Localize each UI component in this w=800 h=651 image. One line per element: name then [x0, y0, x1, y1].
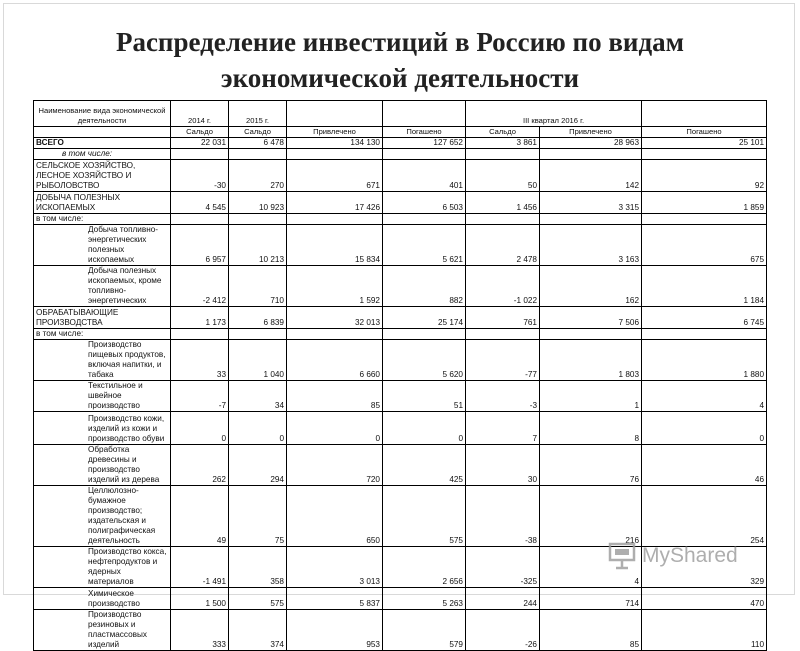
header-row-years	[34, 101, 767, 127]
table-cell	[642, 214, 767, 225]
table-cell: 4	[540, 547, 642, 588]
table-cell: 1 859	[642, 192, 767, 214]
table-cell	[540, 214, 642, 225]
table-cell: 2 656	[383, 547, 466, 588]
table-cell: 28 963	[540, 138, 642, 149]
table-cell: 1 173	[171, 307, 229, 329]
table-cell: 4 545	[171, 192, 229, 214]
table-row	[34, 340, 767, 381]
table-cell: 15 834	[287, 225, 383, 266]
table-cell: 7	[466, 412, 540, 445]
row-label: Производство резиновых и пластмассовых изделий	[34, 610, 171, 651]
table-cell: 3 861	[466, 138, 540, 149]
table-cell: 10 213	[229, 225, 287, 266]
table-cell: 0	[383, 412, 466, 445]
header-empty	[383, 101, 466, 127]
table-row	[34, 160, 767, 192]
table-cell: 1 592	[287, 266, 383, 307]
table-cell: 3 013	[287, 547, 383, 588]
table-cell: 761	[466, 307, 540, 329]
subheader-cell: Погашено	[642, 127, 767, 138]
row-label: ДОБЫЧА ПОЛЕЗНЫХ ИСКОПАЕМЫХ	[34, 192, 171, 214]
table-cell	[229, 149, 287, 160]
table-row	[34, 266, 767, 307]
table-cell: 270	[229, 160, 287, 192]
table-cell: 1 500	[171, 588, 229, 610]
table-cell	[287, 329, 383, 340]
row-label: Обработка древесины и производство изделий из дерева	[34, 445, 171, 486]
table-cell: 50	[466, 160, 540, 192]
table-cell: 85	[540, 610, 642, 651]
table-cell: 92	[642, 160, 767, 192]
table-cell: 262	[171, 445, 229, 486]
table-cell: 5 837	[287, 588, 383, 610]
table-cell: 2 478	[466, 225, 540, 266]
watermark-text: MyShared	[642, 544, 738, 567]
table-cell: -7	[171, 381, 229, 412]
table-cell: 127 652	[383, 138, 466, 149]
table-cell: 882	[383, 266, 466, 307]
table-cell: 0	[171, 412, 229, 445]
table-row	[34, 192, 767, 214]
table-cell: 0	[287, 412, 383, 445]
table-cell: 0	[229, 412, 287, 445]
table-cell: 671	[287, 160, 383, 192]
table-cell: 470	[642, 588, 767, 610]
table-cell: 46	[642, 445, 767, 486]
table-cell	[383, 329, 466, 340]
table-cell: 374	[229, 610, 287, 651]
table-row	[34, 445, 767, 486]
table-cell: 75	[229, 486, 287, 547]
table-cell: 6 660	[287, 340, 383, 381]
table-cell: 32 013	[287, 307, 383, 329]
table-cell: 8	[540, 412, 642, 445]
table-cell: -38	[466, 486, 540, 547]
header-q3-2016: III квартал 2016 г.	[466, 101, 642, 127]
table-row	[34, 329, 767, 340]
table-cell: 134 130	[287, 138, 383, 149]
table-row	[34, 588, 767, 610]
row-label: Производство кокса, нефтепродуктов и ядерных материалов	[34, 547, 171, 588]
table-row	[34, 307, 767, 329]
table-cell: 244	[466, 588, 540, 610]
table-cell	[383, 149, 466, 160]
table-cell: -77	[466, 340, 540, 381]
table-cell: 953	[287, 610, 383, 651]
table-cell: 7 506	[540, 307, 642, 329]
table-cell: 49	[171, 486, 229, 547]
table-cell: 254	[642, 486, 767, 547]
table-cell	[171, 329, 229, 340]
table-cell: 76	[540, 445, 642, 486]
table-cell: 575	[229, 588, 287, 610]
row-label: Производство кожи, изделий из кожи и производство обуви	[34, 412, 171, 445]
row-label: ВСЕГО	[34, 138, 171, 149]
table-cell: 10 923	[229, 192, 287, 214]
table-cell	[466, 329, 540, 340]
table-cell	[540, 329, 642, 340]
subheader-cell: Сальдо	[466, 127, 540, 138]
table-cell: 22 031	[171, 138, 229, 149]
table-cell	[171, 214, 229, 225]
table-cell: 17 426	[287, 192, 383, 214]
row-label: Добыча полезных ископаемых, кроме топливно-энергетических	[34, 266, 171, 307]
table-cell: 720	[287, 445, 383, 486]
table-cell: 401	[383, 160, 466, 192]
table-cell: 6 478	[229, 138, 287, 149]
table-row	[34, 149, 767, 160]
table-cell: 1 456	[466, 192, 540, 214]
table-cell: 3 163	[540, 225, 642, 266]
row-label: Химическое производство	[34, 588, 171, 610]
table-cell: 575	[383, 486, 466, 547]
row-label: в том числе:	[34, 149, 171, 160]
table-cell: 6 745	[642, 307, 767, 329]
table-cell: 4	[642, 381, 767, 412]
table-cell: 1 040	[229, 340, 287, 381]
table-cell: 358	[229, 547, 287, 588]
table-cell: 3 315	[540, 192, 642, 214]
table-cell: 25 101	[642, 138, 767, 149]
table-cell: 1 803	[540, 340, 642, 381]
table-cell: -3	[466, 381, 540, 412]
table-cell: 6 503	[383, 192, 466, 214]
row-label: Добыча топливно-энергетических полезных ископаемых	[34, 225, 171, 266]
table-cell: -26	[466, 610, 540, 651]
table-cell: 25 174	[383, 307, 466, 329]
subheader-cell: Привлечено	[540, 127, 642, 138]
row-label: Целлюлозно-бумажное производство; издательская и полиграфическая деятельность	[34, 486, 171, 547]
table-row	[34, 214, 767, 225]
row-label: в том числе:	[34, 329, 171, 340]
table-cell	[642, 329, 767, 340]
table-cell: 85	[287, 381, 383, 412]
table-cell	[466, 149, 540, 160]
table-cell	[229, 214, 287, 225]
slide-title	[40, 24, 760, 96]
header-activity-name: Наименование вида экономической деятельности	[34, 101, 171, 127]
table-cell: 51	[383, 381, 466, 412]
table-cell: 5 620	[383, 340, 466, 381]
table-cell	[287, 149, 383, 160]
table-cell: 1 184	[642, 266, 767, 307]
table-cell: 425	[383, 445, 466, 486]
title-line-1: Распределение инвестиций в Россию по видам	[115, 27, 685, 57]
table-cell: -325	[466, 547, 540, 588]
table-cell: 333	[171, 610, 229, 651]
table-row	[34, 381, 767, 412]
header-empty	[34, 127, 171, 138]
table-cell	[466, 214, 540, 225]
table-row	[34, 225, 767, 266]
table-cell: 5 263	[383, 588, 466, 610]
table-cell: 1	[540, 381, 642, 412]
table-row	[34, 138, 767, 149]
table-cell: -1 022	[466, 266, 540, 307]
table-cell: 110	[642, 610, 767, 651]
table-cell: 714	[540, 588, 642, 610]
row-label: СЕЛЬСКОЕ ХОЗЯЙСТВО, ЛЕСНОЕ ХОЗЯЙСТВО И РЫБОЛОВСТВО	[34, 160, 171, 192]
header-2015: 2015 г.	[229, 101, 287, 127]
table-cell	[642, 149, 767, 160]
table-cell: 650	[287, 486, 383, 547]
table-cell: 579	[383, 610, 466, 651]
table-cell: 675	[642, 225, 767, 266]
subheader-cell: Погашено	[383, 127, 466, 138]
header-row-sub	[34, 127, 767, 138]
table-cell	[171, 149, 229, 160]
table-cell: 162	[540, 266, 642, 307]
table-cell: -30	[171, 160, 229, 192]
table-cell: -2 412	[171, 266, 229, 307]
table-cell: 30	[466, 445, 540, 486]
subheader-cell: Сальдо	[171, 127, 229, 138]
table-cell: 710	[229, 266, 287, 307]
table-cell: 142	[540, 160, 642, 192]
table-cell: 216	[540, 486, 642, 547]
table-cell: 6 839	[229, 307, 287, 329]
watermark	[607, 536, 792, 576]
table-cell: 6 957	[171, 225, 229, 266]
header-empty	[287, 101, 383, 127]
table-cell	[229, 329, 287, 340]
table-cell	[540, 149, 642, 160]
presentation-board-icon	[607, 541, 637, 571]
row-label: Текстильное и швейное производство	[34, 381, 171, 412]
table-cell	[383, 214, 466, 225]
subheader-cell: Привлечено	[287, 127, 383, 138]
table-cell	[287, 214, 383, 225]
table-cell: 0	[642, 412, 767, 445]
row-label: в том числе:	[34, 214, 171, 225]
row-label: ОБРАБАТЫВАЮЩИЕ ПРОИЗВОДСТВА	[34, 307, 171, 329]
table-row	[34, 412, 767, 445]
table-cell: -1 491	[171, 547, 229, 588]
row-label: Производство пищевых продуктов, включая напитки, и табака	[34, 340, 171, 381]
table-cell: 34	[229, 381, 287, 412]
table-row	[34, 610, 767, 651]
table-cell: 33	[171, 340, 229, 381]
subheader-cell: Сальдо	[229, 127, 287, 138]
table-cell: 5 621	[383, 225, 466, 266]
table-cell: 1 880	[642, 340, 767, 381]
header-empty	[642, 101, 767, 127]
title-line-2: экономической деятельности	[220, 63, 580, 93]
table-cell: 294	[229, 445, 287, 486]
table-cell: 329	[642, 547, 767, 588]
header-2014: 2014 г.	[171, 101, 229, 127]
